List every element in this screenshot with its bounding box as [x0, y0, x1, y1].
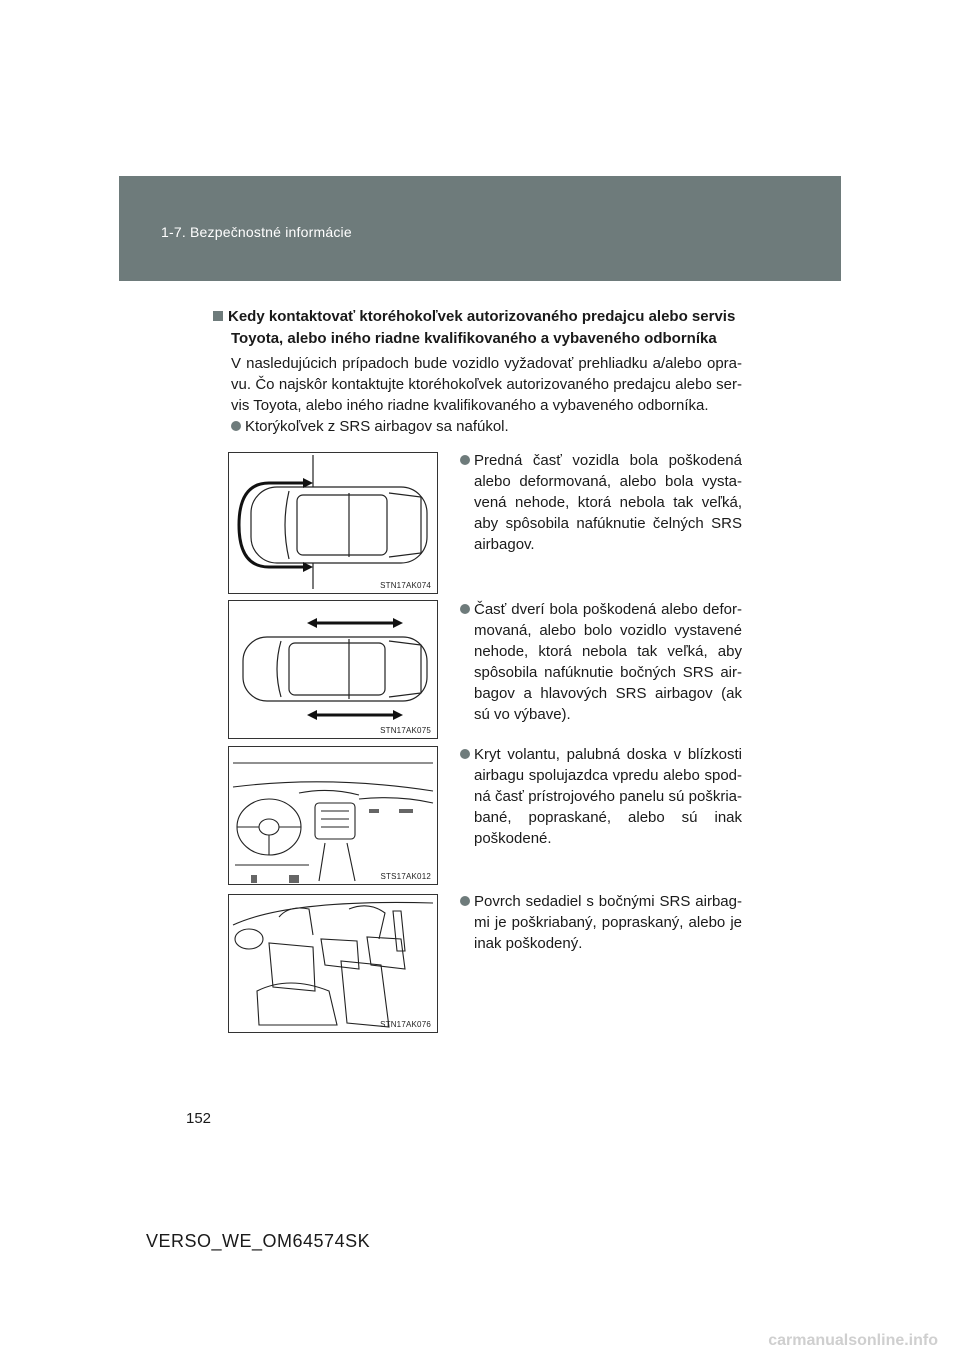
bullet-text: Časť dverí bola poškodená alebo defor- [474, 601, 742, 618]
intro-line: vu. Čo najskôr kontaktujte ktoréhokoľvek autorizovaného predajcu alebo ser- [231, 376, 742, 393]
figure-side-damage [228, 600, 438, 739]
bullet-text: airbagov. [474, 536, 535, 553]
bullet-text: Predná časť vozidla bola poškodená [474, 452, 742, 469]
bullet-text: alebo deformovaná, alebo bola vysta- [474, 473, 742, 490]
intro-paragraph [231, 353, 742, 416]
bullet-text: bagov a hlavových SRS airbagov (ak [474, 685, 742, 702]
bullet-text: inak poškodený. [474, 935, 583, 952]
car-side-damage-icon [229, 601, 437, 738]
bullet-airbag-deployed [231, 416, 742, 437]
chapter-header-band [119, 176, 841, 281]
intro-line: V nasledujúcich prípadoch bude vozidlo vyžadovať prehliadku a/alebo opra- [231, 355, 742, 372]
page-number: 152 [186, 1110, 212, 1127]
figure-dashboard [228, 746, 438, 885]
square-bullet-icon [213, 311, 223, 321]
dashboard-icon [229, 747, 437, 884]
bullet-dashboard [460, 744, 742, 849]
heading-line-2: Toyota, alebo iného riadne kvalifikovaného a vybaveného odborníka [231, 330, 717, 347]
bullet-text: spôsobila nafúknutie bočných SRS air- [474, 664, 742, 681]
car-front-damage-icon [229, 453, 437, 593]
bullet-text: nehode, ktorá nebola tak veľká, aby [474, 643, 742, 660]
seats-icon [229, 895, 437, 1032]
chapter-title: 1-7. Bezpečnostné informácie [161, 224, 352, 240]
bullet-text: vená nehode, ktorá nebola tak veľká, [474, 494, 742, 511]
heading-line-1: Kedy kontaktovať ktoréhokoľvek autorizovaného predajcu alebo servis [228, 308, 736, 325]
figure-front-damage [228, 452, 438, 594]
section-heading [213, 306, 758, 350]
bullet-text: Povrch sedadiel s bočnými SRS airbag- [474, 893, 742, 910]
bullet-text: airbagu spolujazdca vpredu alebo spod- [474, 767, 742, 784]
bullet-text: bané, popraskané, alebo sú inak [474, 809, 742, 826]
bullet-side-damage [460, 599, 742, 725]
figure-code: STS17AK012 [380, 872, 431, 881]
figure-code: STN17AK075 [380, 726, 431, 735]
bullet-text: mi je poškriabaný, popraskaný, alebo je [474, 914, 742, 931]
bullet-text: ná časť prístrojového panelu sú poškria- [474, 788, 742, 805]
round-bullet-icon [460, 749, 470, 759]
figure-code: STN17AK076 [380, 1020, 431, 1029]
round-bullet-icon [460, 455, 470, 465]
bullet-text: sú vo výbave). [474, 706, 571, 723]
round-bullet-icon [231, 421, 241, 431]
figure-seats [228, 894, 438, 1033]
round-bullet-icon [460, 896, 470, 906]
watermark[interactable]: carmanualsonline.info [768, 1332, 938, 1349]
bullet-text: Ktorýkoľvek z SRS airbagov sa nafúkol. [245, 418, 509, 435]
figure-code: STN17AK074 [380, 581, 431, 590]
bullet-text: aby spôsobila nafúknutie čelných SRS [474, 515, 742, 532]
bullet-seats [460, 891, 742, 954]
document-code: VERSO_WE_OM64574SK [146, 1231, 371, 1251]
intro-line: vis Toyota, alebo iného riadne kvalifikovaného a vybaveného odborníka. [231, 397, 709, 414]
bullet-text: Kryt volantu, palubná doska v blízkosti [474, 746, 742, 763]
round-bullet-icon [460, 604, 470, 614]
bullet-front-damage [460, 450, 742, 555]
bullet-text: poškodené. [474, 830, 552, 847]
bullet-text: movaná, alebo bolo vozidlo vystavené [474, 622, 742, 639]
